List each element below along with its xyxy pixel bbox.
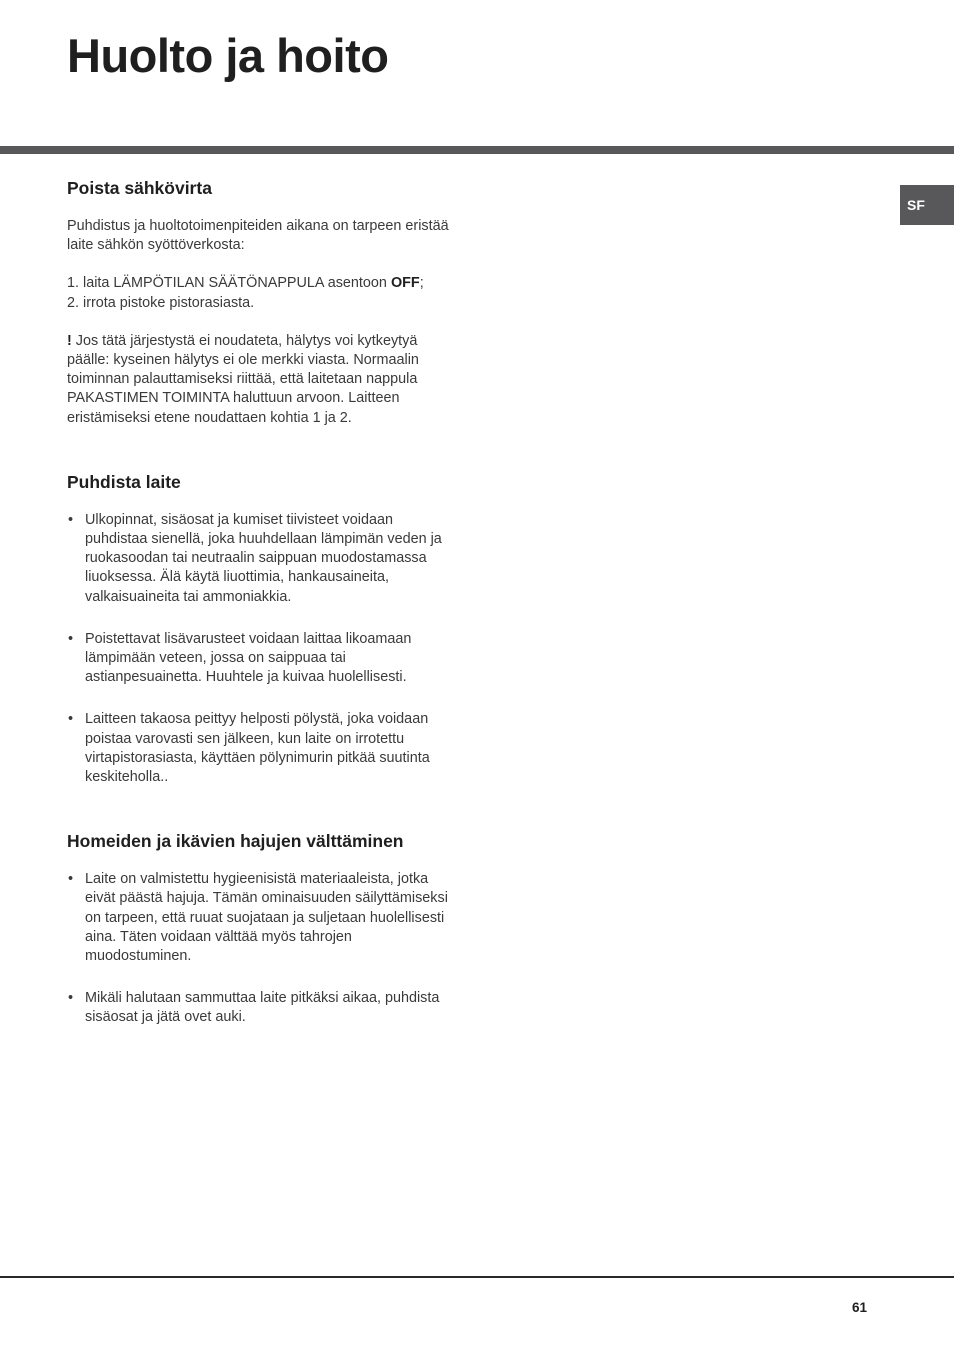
bullet-list bbox=[67, 511, 449, 787]
list-item-text: Poistettavat lisävarusteet voidaan laittaa likoamaan lämpimään veteen, jossa on saippuaa tai astianpesuainetta. Huuhtele ja kuivaa huolellisesti. bbox=[85, 630, 412, 686]
bullet-list bbox=[67, 870, 449, 1027]
section-intro: Puhdistus ja huoltotoimenpiteiden aikana on tarpeen eristää laite sähkön syöttöverkosta: bbox=[67, 218, 449, 254]
list-item bbox=[67, 630, 449, 688]
step-2: 2. irrota pistoke pistorasiasta. bbox=[67, 294, 255, 311]
bullet-icon: • bbox=[68, 511, 74, 528]
bullet-icon: • bbox=[68, 990, 74, 1007]
section-heading: Puhdista laite bbox=[67, 471, 181, 492]
step-1-text: 1. laita LÄMPÖTILAN SÄÄTÖNAPPULA asentoon bbox=[67, 275, 391, 292]
section-clean-appliance bbox=[67, 470, 449, 787]
section-heading: Homeiden ja ikävien hajujen välttäminen bbox=[67, 831, 404, 852]
list-item-text: Ulkopinnat, sisäosat ja kumiset tiivisteet voidaan puhdistaa sienellä, joka huuhdellaan lämpimän veden ja ruokasoodan tai neutraalin saippuan muodostamassa liuoksessa. Älä käytä liuottimia, hankausaineita, valkaisuaineita tai ammoniakkia. bbox=[85, 511, 442, 605]
list-item-text: Laitteen takaosa peittyy helposti pölystä, joka voidaan poistaa varovasti sen jälkeen, kun laite on irrotettu virtapistorasiasta, käyttäen pölynimurin pitkää suutinta keskiteholla.. bbox=[85, 711, 430, 786]
section-heading: Poista sähkövirta bbox=[67, 178, 212, 198]
list-item bbox=[67, 989, 449, 1027]
list-item-text: Mikäli halutaan sammuttaa laite pitkäksi aikaa, puhdista sisäosat ja jätä ovet auki. bbox=[85, 990, 440, 1026]
list-item bbox=[67, 710, 449, 787]
bottom-divider bbox=[0, 1276, 954, 1278]
list-item bbox=[67, 870, 449, 966]
step-1-off-label: OFF bbox=[390, 275, 420, 292]
section-avoid-mould-odours bbox=[67, 829, 449, 1027]
top-divider bbox=[0, 146, 954, 154]
warning-note bbox=[67, 332, 449, 428]
section-disconnect-power bbox=[67, 176, 449, 428]
step-1 bbox=[67, 274, 449, 293]
bullet-icon: • bbox=[68, 630, 74, 647]
main-content bbox=[67, 176, 449, 1028]
page-title: Huolto ja hoito bbox=[67, 29, 389, 82]
language-tab: SF bbox=[900, 185, 954, 225]
step-1-suffix: ; bbox=[419, 275, 424, 292]
page-number: 61 bbox=[852, 1300, 868, 1315]
list-item bbox=[67, 511, 449, 607]
bullet-icon: • bbox=[68, 711, 74, 728]
warning-icon: ! bbox=[67, 332, 72, 349]
list-item-text: Laite on valmistettu hygieenisistä materiaaleista, jotka eivät päästä hajuja. Tämän ominaisuuden säilyttämiseksi on tarpeen, että ruuat suojataan ja suljetaan huolellisesti aina. Täten voidaan välttää myös tahrojen muodostuminen. bbox=[85, 871, 448, 965]
warning-text: Jos tätä järjestystä ei noudateta, hälytys voi kytkeytyä päälle: kyseinen hälytys ei ole merkki viasta. Normaalin toiminnan palauttamiseksi riittää, että laitetaan nappula PAKASTIMEN TOIMINTA haluttuun arvoon. Laitteen eristämiseksi etene noudattaen kohtia 1 ja 2. bbox=[67, 332, 419, 426]
bullet-icon: • bbox=[68, 871, 74, 888]
